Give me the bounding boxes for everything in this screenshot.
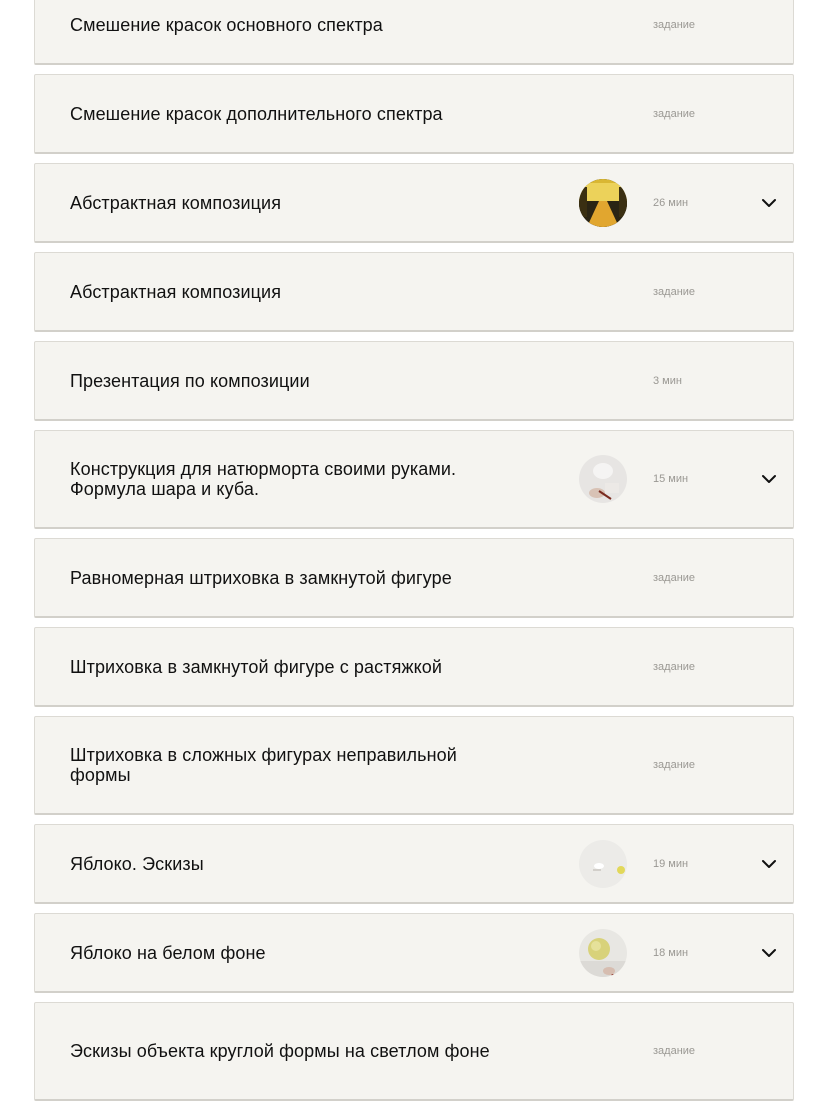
lesson-item[interactable] xyxy=(34,430,794,529)
lesson-item[interactable] xyxy=(34,538,794,618)
lesson-item[interactable] xyxy=(34,627,794,707)
lesson-title: Смешение красок основного спектра xyxy=(70,14,383,35)
lesson-meta: 3 мин xyxy=(653,374,682,387)
lesson-list xyxy=(34,0,794,1110)
lesson-meta: 26 мин xyxy=(653,196,689,209)
chevron-down-icon[interactable] xyxy=(759,193,779,213)
lesson-title: Яблоко на белом фоне xyxy=(70,942,266,963)
lesson-meta: задание xyxy=(653,571,696,584)
chevron-down-icon[interactable] xyxy=(759,854,779,874)
drawing-hand-thumbnail xyxy=(579,455,627,503)
lesson-item[interactable] xyxy=(34,341,794,421)
lesson-item[interactable] xyxy=(34,1002,794,1101)
lesson-title: Абстрактная композиция xyxy=(70,192,282,213)
lesson-meta: задание xyxy=(653,1045,696,1057)
lesson-title: Смешение красок дополнительного спектра xyxy=(70,103,443,124)
apple-thumbnail xyxy=(579,929,627,977)
lesson-meta: задание xyxy=(653,285,696,298)
lesson-meta: задание xyxy=(653,660,696,673)
lesson-meta: задание xyxy=(653,107,696,120)
apple-sketch-thumbnail xyxy=(579,840,627,888)
lesson-item[interactable] xyxy=(34,163,794,243)
lesson-title: Яблоко. Эскизы xyxy=(70,853,204,874)
lesson-meta: 19 мин xyxy=(653,857,689,870)
lesson-title: Равномерная штриховка в замкнутой фигуре xyxy=(70,567,452,588)
lesson-meta: задание xyxy=(653,18,696,31)
lesson-title: Штриховка в сложных фигурах неправильной формы xyxy=(70,745,457,785)
chevron-down-icon[interactable] xyxy=(759,469,779,489)
lesson-title: Презентация по композиции xyxy=(70,370,310,391)
lesson-title: Штриховка в замкнутой фигуре с растяжкой xyxy=(70,656,443,677)
lesson-meta: 15 мин xyxy=(653,473,689,485)
lesson-meta: задание xyxy=(653,759,696,771)
lesson-item[interactable] xyxy=(34,0,794,65)
lesson-title: Абстрактная композиция xyxy=(70,281,282,302)
autumn-road-thumbnail xyxy=(579,179,627,227)
lesson-item[interactable] xyxy=(34,913,794,993)
lesson-item[interactable] xyxy=(34,716,794,815)
lesson-title: Конструкция для натюрморта своими руками. Формула шара и куба. xyxy=(70,459,457,499)
chevron-down-icon[interactable] xyxy=(759,943,779,963)
lesson-item[interactable] xyxy=(34,252,794,332)
lesson-item[interactable] xyxy=(34,74,794,154)
lesson-item[interactable] xyxy=(34,824,794,904)
lesson-title: Эскизы объекта круглой формы на светлом фоне xyxy=(70,1041,490,1061)
lesson-meta: 18 мин xyxy=(653,946,689,959)
